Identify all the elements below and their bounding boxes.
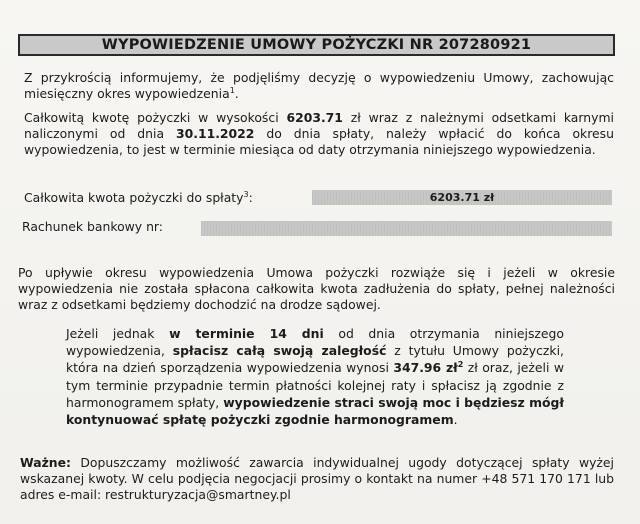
document-title-box — [18, 34, 615, 56]
important-label: Ważne: — [20, 455, 71, 470]
offer-deadline: w terminie 14 dni — [169, 326, 324, 341]
document-title: WYPOWIEDZENIE UMOWY POŻYCZKI NR 207280921 — [101, 37, 532, 53]
offer-condition: spłacisz całą swoją zaległość — [172, 343, 387, 359]
offer-text-1: Jeżeli jednak — [66, 326, 170, 341]
intro-paragraph — [24, 70, 614, 102]
offer-text-4: zł oraz, jeżeli w tym terminie przypadnie termin płatności kolejnej raty i spłacisz ją zgodnie z harmonogramem spłaty, — [66, 360, 564, 410]
bank-account-label: Rachunek bankowy nr: — [22, 219, 163, 234]
arrears-value: 347.96 zł — [393, 360, 458, 376]
footnote-marker: 1 — [229, 85, 235, 95]
intro-end: . — [234, 85, 239, 101]
payment-paragraph — [24, 110, 614, 157]
offer-text-3: z tytułu Umowy pożyczki, która na dzień sporządzenia wypowiedzenia wynosi — [66, 343, 564, 376]
after-period-paragraph: Po upływie okresu wypowiedzenia Umowa pożyczki rozwiąże się i jeżeli w okresie wypowiedzenia nie została spłacona całkowita kwota zadłużenia do spłaty, pełnej należności wraz z odsetkami będziemy dochodzić na drodze sądowej. — [18, 265, 615, 312]
payment-date: 30.11.2022 — [176, 125, 255, 141]
bank-account-field — [201, 221, 612, 236]
offer-outcome: wypowiedzenie straci swoją moc i będziesz mógł kontynuować spłatę pożyczki zgodnie harmonogramem — [66, 394, 564, 428]
payment-amount: 6203.71 — [286, 110, 343, 125]
payment-text-1: Całkowitą kwotę pożyczki w wysokości — [24, 110, 287, 125]
payment-text-3: do dnia spłaty, należy wpłacić do końca okresu wypowiedzenia, to jest w terminie miesiąca od daty otrzymania niniejszego wypowiedzenia. — [24, 125, 614, 157]
total-label-colon: : — [248, 190, 253, 205]
footnote-marker: 2 — [457, 360, 464, 370]
total-label-text: Całkowita kwota pożyczki do spłaty — [24, 190, 244, 205]
offer-text-2: od dnia otrzymania niniejszego wypowiedzenia, — [66, 326, 565, 359]
total-amount-field — [312, 190, 612, 205]
offer-arrears-amount — [393, 360, 463, 375]
payment-text-2: zł wraz z należnymi odsetkami karnymi naliczonymi od dnia — [24, 110, 614, 141]
offer-paragraph — [66, 325, 564, 428]
intro-text: Z przykrością informujemy, że podjęliśmy decyzję o wypowiedzeniu Umowy, zachowując miesięczny okres wypowiedzenia — [24, 70, 614, 101]
important-note — [20, 455, 614, 502]
total-amount-label — [24, 190, 253, 206]
important-text: Dopuszczamy możliwość zawarcia indywidualnej ugody dotyczącej spłaty wyżej wskazanej kwoty. W celu podjęcia negocjacji prosimy o kontakt na numer +48 571 170 171 lub adres e-mail: restrukturyzacja@smartney.pl — [20, 455, 614, 502]
total-amount-value: 6203.71 zł — [429, 191, 495, 204]
offer-text-5: . — [453, 412, 458, 428]
footnote-marker: 3 — [243, 189, 249, 199]
